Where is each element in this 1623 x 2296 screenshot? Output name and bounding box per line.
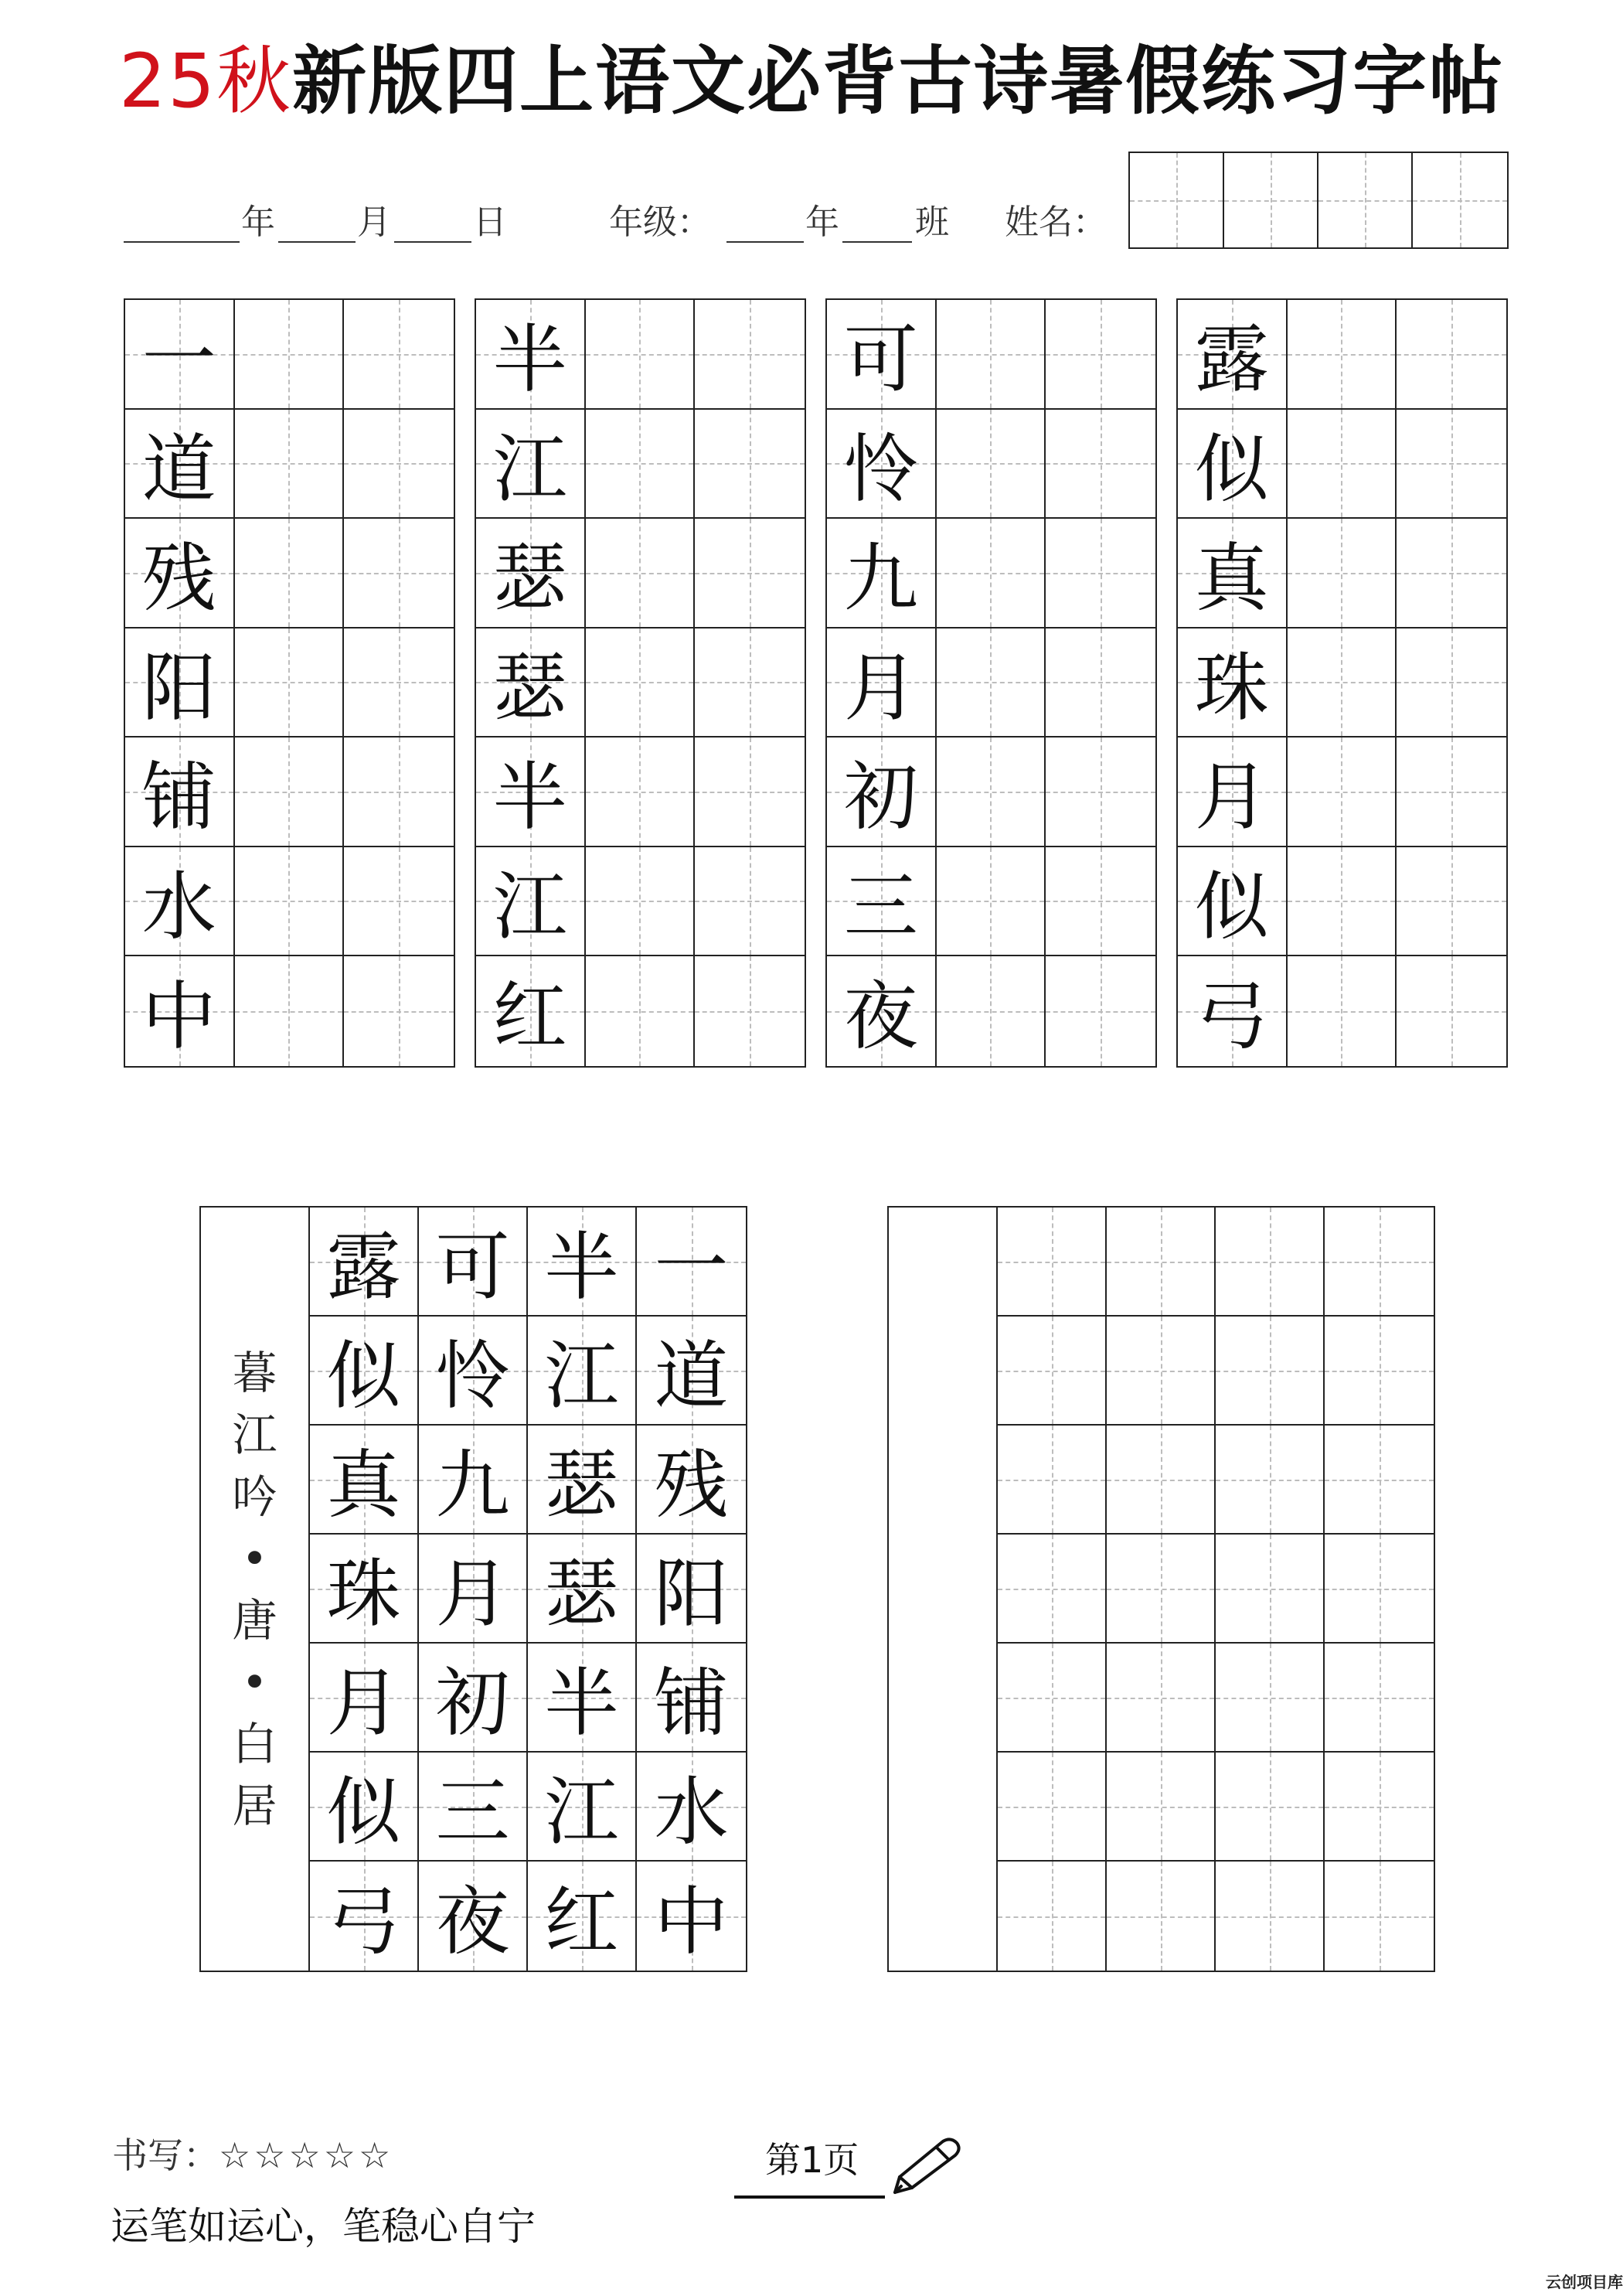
character-text: 瑟 xyxy=(544,1442,619,1528)
poem-title-char: 暮 xyxy=(232,1346,277,1399)
practice-cell[interactable] xyxy=(1046,629,1155,738)
poem-title-char: • xyxy=(241,1531,268,1585)
practice-cell[interactable] xyxy=(586,847,696,957)
character-text: 红 xyxy=(544,1879,619,1965)
character-text: 瑟 xyxy=(492,535,567,622)
character-text: 瑟 xyxy=(492,644,567,731)
model-character-cell xyxy=(1178,519,1288,629)
character-text: 残 xyxy=(654,1442,729,1528)
poem-cell xyxy=(637,1208,746,1317)
practice-cell[interactable] xyxy=(1288,410,1397,519)
year-label: 年 xyxy=(241,203,275,242)
blank-practice-cell[interactable] xyxy=(998,1753,1107,1862)
character-text: 中 xyxy=(141,973,216,1061)
practice-cell[interactable] xyxy=(937,847,1046,957)
practice-block-2 xyxy=(475,298,806,1068)
practice-cell[interactable] xyxy=(937,410,1046,519)
practice-cell[interactable] xyxy=(695,956,805,1066)
practice-cell[interactable] xyxy=(695,519,805,629)
grade-blank[interactable] xyxy=(726,241,804,243)
model-character-cell xyxy=(827,847,937,957)
practice-cell[interactable] xyxy=(937,519,1046,629)
rating-label: 书写： xyxy=(112,2134,219,2176)
model-character-cell xyxy=(827,956,937,1066)
blank-practice-cell[interactable] xyxy=(998,1644,1107,1753)
character-text: 半 xyxy=(492,754,567,841)
practice-cell[interactable] xyxy=(235,847,345,957)
character-text: 道 xyxy=(654,1333,729,1419)
practice-cell[interactable] xyxy=(1288,738,1397,847)
poem-cell xyxy=(528,1862,637,1971)
character-text: 月 xyxy=(326,1660,401,1746)
poem-cell xyxy=(310,1317,419,1426)
practice-cell[interactable] xyxy=(937,300,1046,410)
blank-practice-cell[interactable] xyxy=(1216,1644,1325,1753)
class-blank[interactable] xyxy=(842,241,912,243)
character-text: 三 xyxy=(843,863,918,950)
blank-practice-cell[interactable] xyxy=(1216,1317,1325,1426)
blank-practice-cell[interactable] xyxy=(1325,1317,1434,1426)
model-character-cell xyxy=(125,847,235,957)
blank-practice-cell[interactable] xyxy=(1216,1535,1325,1644)
page-number: 第1页 xyxy=(765,2139,859,2181)
practice-cell[interactable] xyxy=(1288,629,1397,738)
blank-practice-cell[interactable] xyxy=(1216,1753,1325,1862)
character-text: 似 xyxy=(1194,425,1269,513)
practice-cell[interactable] xyxy=(1046,410,1155,519)
blank-practice-cell[interactable] xyxy=(1325,1862,1434,1971)
character-text: 珠 xyxy=(326,1551,401,1637)
practice-cell[interactable] xyxy=(695,738,805,847)
blank-practice-cell[interactable] xyxy=(1325,1208,1434,1317)
character-text: 似 xyxy=(1194,863,1269,950)
model-character-cell xyxy=(476,629,586,738)
motto: 运笔如运心，笔稳心自宁 xyxy=(111,2204,536,2249)
practice-cell[interactable] xyxy=(1397,629,1506,738)
model-character-cell xyxy=(1178,410,1288,519)
poem-cell xyxy=(637,1862,746,1971)
model-character-cell xyxy=(476,410,586,519)
year-blank[interactable] xyxy=(124,241,240,243)
practice-cell[interactable] xyxy=(235,629,345,738)
model-character-cell xyxy=(1178,847,1288,957)
blank-title-column[interactable] xyxy=(889,1208,998,1971)
character-text: 真 xyxy=(1194,535,1269,622)
character-text: 弓 xyxy=(1194,973,1269,1061)
practice-cell[interactable] xyxy=(344,629,454,738)
practice-cell[interactable] xyxy=(586,738,696,847)
poem-cell xyxy=(310,1862,419,1971)
practice-cell[interactable] xyxy=(1397,847,1506,957)
poem-cell xyxy=(528,1753,637,1862)
poem-cell xyxy=(419,1644,528,1753)
practice-cell[interactable] xyxy=(586,519,696,629)
character-text: 铺 xyxy=(654,1660,729,1746)
character-text: 月 xyxy=(435,1551,510,1637)
name-grid-cell[interactable] xyxy=(1224,153,1318,247)
character-text: 似 xyxy=(326,1333,401,1419)
character-text: 夜 xyxy=(435,1879,510,1965)
practice-cell[interactable] xyxy=(344,300,454,410)
character-text: 江 xyxy=(544,1333,619,1419)
model-character-cell xyxy=(476,738,586,847)
practice-cell[interactable] xyxy=(1397,956,1506,1066)
poem-title-char: 居 xyxy=(232,1779,277,1832)
character-text: 可 xyxy=(843,316,918,404)
practice-cell[interactable] xyxy=(695,847,805,957)
practice-cell[interactable] xyxy=(1288,847,1397,957)
blank-practice-cell[interactable] xyxy=(998,1426,1107,1535)
poem-title-vertical xyxy=(201,1208,310,1971)
model-character-cell xyxy=(827,738,937,847)
poem-cell xyxy=(310,1753,419,1862)
blank-practice-cell[interactable] xyxy=(1325,1426,1434,1535)
character-text: 中 xyxy=(654,1879,729,1965)
practice-cell[interactable] xyxy=(344,956,454,1066)
poem-cell xyxy=(528,1426,637,1535)
day-label: 日 xyxy=(473,203,507,242)
blank-practice-cell[interactable] xyxy=(998,1317,1107,1426)
practice-block-3 xyxy=(825,298,1157,1068)
practice-cell[interactable] xyxy=(344,519,454,629)
model-character-cell xyxy=(827,410,937,519)
poem-cell xyxy=(528,1644,637,1753)
poem-cell xyxy=(419,1317,528,1426)
practice-cell[interactable] xyxy=(1046,519,1155,629)
practice-cell[interactable] xyxy=(1046,847,1155,957)
poem-cell xyxy=(637,1644,746,1753)
practice-cell[interactable] xyxy=(235,738,345,847)
model-character-cell xyxy=(1178,300,1288,410)
practice-cell[interactable] xyxy=(344,738,454,847)
practice-cell[interactable] xyxy=(344,847,454,957)
model-character-cell xyxy=(1178,738,1288,847)
practice-cell[interactable] xyxy=(695,300,805,410)
character-text: 阳 xyxy=(654,1551,729,1637)
blank-practice-cell[interactable] xyxy=(1216,1426,1325,1535)
poem-cell xyxy=(637,1317,746,1426)
model-character-cell xyxy=(476,519,586,629)
rating-row xyxy=(112,2127,393,2178)
practice-cell[interactable] xyxy=(937,956,1046,1066)
page-title xyxy=(0,31,1623,131)
blank-practice-cell[interactable] xyxy=(1216,1862,1325,1971)
practice-cell[interactable] xyxy=(586,956,696,1066)
practice-cell[interactable] xyxy=(586,410,696,519)
poem-cell xyxy=(528,1317,637,1426)
blank-practice-cell[interactable] xyxy=(1216,1208,1325,1317)
name-grid-cell[interactable] xyxy=(1413,153,1507,247)
poem-title-char: 唐 xyxy=(232,1593,277,1647)
poem-cell xyxy=(637,1753,746,1862)
practice-cell[interactable] xyxy=(586,629,696,738)
model-character-cell xyxy=(125,738,235,847)
poem-cell xyxy=(419,1862,528,1971)
character-text: 瑟 xyxy=(544,1551,619,1637)
character-text: 初 xyxy=(435,1660,510,1746)
practice-cell[interactable] xyxy=(695,629,805,738)
practice-cell[interactable] xyxy=(1288,300,1397,410)
practice-cell[interactable] xyxy=(1397,410,1506,519)
character-text: 水 xyxy=(141,863,216,950)
poem-cell xyxy=(310,1644,419,1753)
character-text: 水 xyxy=(654,1769,729,1855)
practice-cell[interactable] xyxy=(235,519,345,629)
name-grid-cell[interactable] xyxy=(1318,153,1413,247)
character-text: 可 xyxy=(435,1224,510,1310)
character-text: 半 xyxy=(544,1224,619,1310)
character-text: 一 xyxy=(654,1224,729,1310)
practice-cell[interactable] xyxy=(235,956,345,1066)
character-text: 残 xyxy=(141,535,216,622)
model-character-cell xyxy=(827,629,937,738)
character-text: 半 xyxy=(544,1660,619,1746)
model-character-cell xyxy=(125,956,235,1066)
title-main: 新版四上语文必背古诗暑假练习字帖 xyxy=(292,38,1505,124)
blank-practice-cell[interactable] xyxy=(1107,1535,1216,1644)
poem-cell xyxy=(528,1535,637,1644)
model-character-cell xyxy=(125,300,235,410)
poem-grid xyxy=(199,1206,747,1972)
character-text: 月 xyxy=(843,644,918,731)
practice-cell[interactable] xyxy=(344,410,454,519)
practice-cell[interactable] xyxy=(1397,519,1506,629)
practice-cell[interactable] xyxy=(937,629,1046,738)
character-text: 九 xyxy=(435,1442,510,1528)
practice-cell[interactable] xyxy=(1046,956,1155,1066)
day-blank[interactable] xyxy=(394,241,471,243)
model-character-cell xyxy=(125,629,235,738)
month-blank[interactable] xyxy=(278,241,356,243)
practice-cell[interactable] xyxy=(235,300,345,410)
blank-practice-cell[interactable] xyxy=(1107,1753,1216,1862)
model-character-cell xyxy=(476,956,586,1066)
blank-practice-cell[interactable] xyxy=(1325,1535,1434,1644)
practice-cell[interactable] xyxy=(1046,300,1155,410)
model-character-cell xyxy=(827,300,937,410)
poem-cell xyxy=(419,1535,528,1644)
blank-practice-cell[interactable] xyxy=(1107,1644,1216,1753)
grade-year-label: 年 xyxy=(805,203,839,242)
blank-practice-cell[interactable] xyxy=(1107,1426,1216,1535)
practice-cell[interactable] xyxy=(1288,519,1397,629)
name-grid-cell[interactable] xyxy=(1130,153,1224,247)
character-text: 夜 xyxy=(843,973,918,1061)
practice-block-4 xyxy=(1176,298,1508,1068)
model-character-cell xyxy=(125,519,235,629)
character-text: 阳 xyxy=(141,644,216,731)
model-character-cell xyxy=(827,519,937,629)
blank-practice-grid[interactable] xyxy=(887,1206,1435,1972)
character-text: 怜 xyxy=(843,425,918,513)
character-text: 月 xyxy=(1194,754,1269,841)
practice-cell[interactable] xyxy=(1288,956,1397,1066)
title-prefix: 25秋 xyxy=(118,38,293,124)
practice-cell[interactable] xyxy=(695,410,805,519)
poem-cell xyxy=(637,1535,746,1644)
blank-practice-cell[interactable] xyxy=(998,1208,1107,1317)
poem-cell xyxy=(310,1208,419,1317)
model-character-cell xyxy=(1178,629,1288,738)
model-character-cell xyxy=(476,300,586,410)
character-text: 露 xyxy=(1194,316,1269,404)
character-text: 江 xyxy=(492,863,567,950)
model-character-cell xyxy=(125,410,235,519)
character-text: 江 xyxy=(544,1769,619,1855)
pencil-icon xyxy=(889,2135,966,2197)
character-text: 三 xyxy=(435,1769,510,1855)
character-text: 一 xyxy=(141,316,216,404)
blank-practice-cell[interactable] xyxy=(1325,1753,1434,1862)
character-text: 怜 xyxy=(435,1333,510,1419)
poem-cell xyxy=(637,1426,746,1535)
character-text: 江 xyxy=(492,425,567,513)
blank-practice-cell[interactable] xyxy=(998,1535,1107,1644)
poem-title-char: • xyxy=(241,1655,268,1708)
blank-practice-cell[interactable] xyxy=(1107,1862,1216,1971)
practice-cell[interactable] xyxy=(1046,738,1155,847)
name-grid[interactable] xyxy=(1128,152,1509,249)
blank-practice-cell[interactable] xyxy=(998,1862,1107,1971)
poem-cell xyxy=(310,1535,419,1644)
poem-cell xyxy=(419,1426,528,1535)
poem-cell xyxy=(419,1208,528,1317)
practice-cell[interactable] xyxy=(586,300,696,410)
character-text: 似 xyxy=(326,1769,401,1855)
character-text: 九 xyxy=(843,535,918,622)
blank-practice-cell[interactable] xyxy=(1325,1644,1434,1753)
poem-cell xyxy=(419,1753,528,1862)
model-character-cell xyxy=(476,847,586,957)
poem-title-char: 吟 xyxy=(232,1470,277,1523)
blank-practice-cell[interactable] xyxy=(1107,1317,1216,1426)
character-text: 红 xyxy=(492,973,567,1061)
practice-cell[interactable] xyxy=(235,410,345,519)
practice-cell[interactable] xyxy=(1397,738,1506,847)
character-text: 弓 xyxy=(326,1879,401,1965)
character-text: 初 xyxy=(843,754,918,841)
character-text: 道 xyxy=(141,425,216,513)
practice-cell[interactable] xyxy=(1397,300,1506,410)
practice-cell[interactable] xyxy=(937,738,1046,847)
poem-cell xyxy=(528,1208,637,1317)
character-text: 半 xyxy=(492,316,567,404)
character-text: 真 xyxy=(326,1442,401,1528)
rating-stars[interactable]: ☆☆☆☆☆ xyxy=(219,2134,394,2176)
grade-label: 年级： xyxy=(609,203,711,242)
character-text: 铺 xyxy=(141,754,216,841)
character-text: 露 xyxy=(326,1224,401,1310)
practice-block-1 xyxy=(124,298,455,1068)
poem-title-char: 江 xyxy=(232,1408,277,1461)
character-text: 珠 xyxy=(1194,644,1269,731)
name-label: 姓名： xyxy=(1005,203,1107,242)
poem-cell xyxy=(310,1426,419,1535)
blank-practice-cell[interactable] xyxy=(1107,1208,1216,1317)
page-underline xyxy=(734,2196,885,2199)
poem-title-char: 白 xyxy=(232,1717,277,1770)
model-character-cell xyxy=(1178,956,1288,1066)
class-label: 班 xyxy=(915,203,949,242)
brand-watermark: 云创项目库 xyxy=(1546,2273,1623,2291)
month-label: 月 xyxy=(357,203,391,242)
